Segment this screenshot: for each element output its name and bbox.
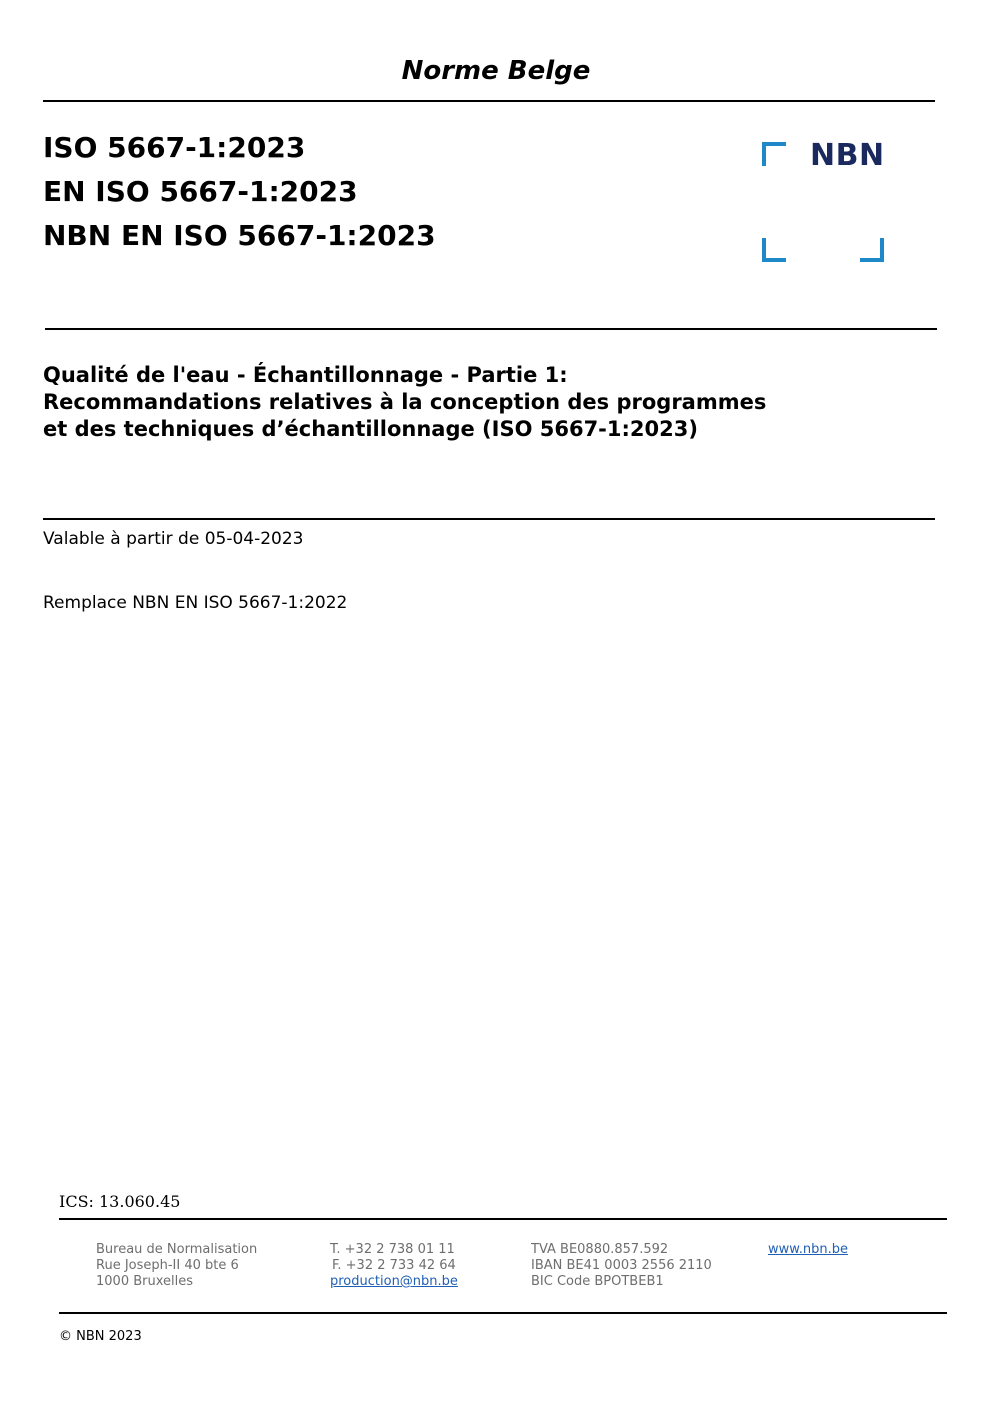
copyright: © NBN 2023: [59, 1329, 142, 1344]
title-line: Recommandations relatives à la conception des programmes: [43, 390, 767, 414]
tva-number: TVA BE0880.857.592: [531, 1242, 669, 1257]
en-iso-code: EN ISO 5667-1:2023: [43, 175, 358, 208]
address-line: 1000 Bruxelles: [96, 1274, 194, 1289]
title-bottom-divider: [43, 518, 935, 520]
document-title: [43, 362, 883, 443]
valid-from: Valable à partir de 05-04-2023: [43, 529, 304, 549]
footer-top-divider: [59, 1218, 947, 1220]
title-line: Qualité de l'eau - Échantillonnage - Partie 1:: [43, 363, 568, 387]
ics-code: ICS: 13.060.45: [59, 1192, 181, 1211]
footer-website: [768, 1242, 848, 1258]
address-line: Rue Joseph-II 40 bte 6: [96, 1258, 239, 1273]
replaces: Remplace NBN EN ISO 5667-1:2022: [43, 593, 348, 613]
website-link[interactable]: www.nbn.be: [768, 1242, 848, 1257]
footer-address: [96, 1242, 257, 1290]
footer-bank: [531, 1242, 712, 1290]
footer-contact: [330, 1242, 458, 1290]
footer-bottom-divider: [59, 1312, 947, 1314]
iso-code: ISO 5667-1:2023: [43, 131, 306, 164]
iban: IBAN BE41 0003 2556 2110: [531, 1258, 712, 1273]
address-line: Bureau de Normalisation: [96, 1242, 258, 1257]
logo-text: NBN: [810, 138, 885, 173]
nbn-logo: [762, 138, 885, 262]
nbn-en-iso-code: NBN EN ISO 5667-1:2023: [43, 219, 436, 252]
fax-number: F. +32 2 733 42 64: [332, 1258, 456, 1273]
title-top-divider: [45, 328, 937, 330]
bic-code: BIC Code BPOTBEB1: [531, 1274, 664, 1289]
title-line: et des techniques d’échantillonnage (ISO 5667-1:2023): [43, 417, 698, 441]
header-divider: [43, 100, 935, 102]
email-link[interactable]: production@nbn.be: [330, 1274, 458, 1289]
phone-number: T. +32 2 738 01 11: [330, 1242, 455, 1257]
page-header-title: Norme Belge: [401, 56, 591, 86]
